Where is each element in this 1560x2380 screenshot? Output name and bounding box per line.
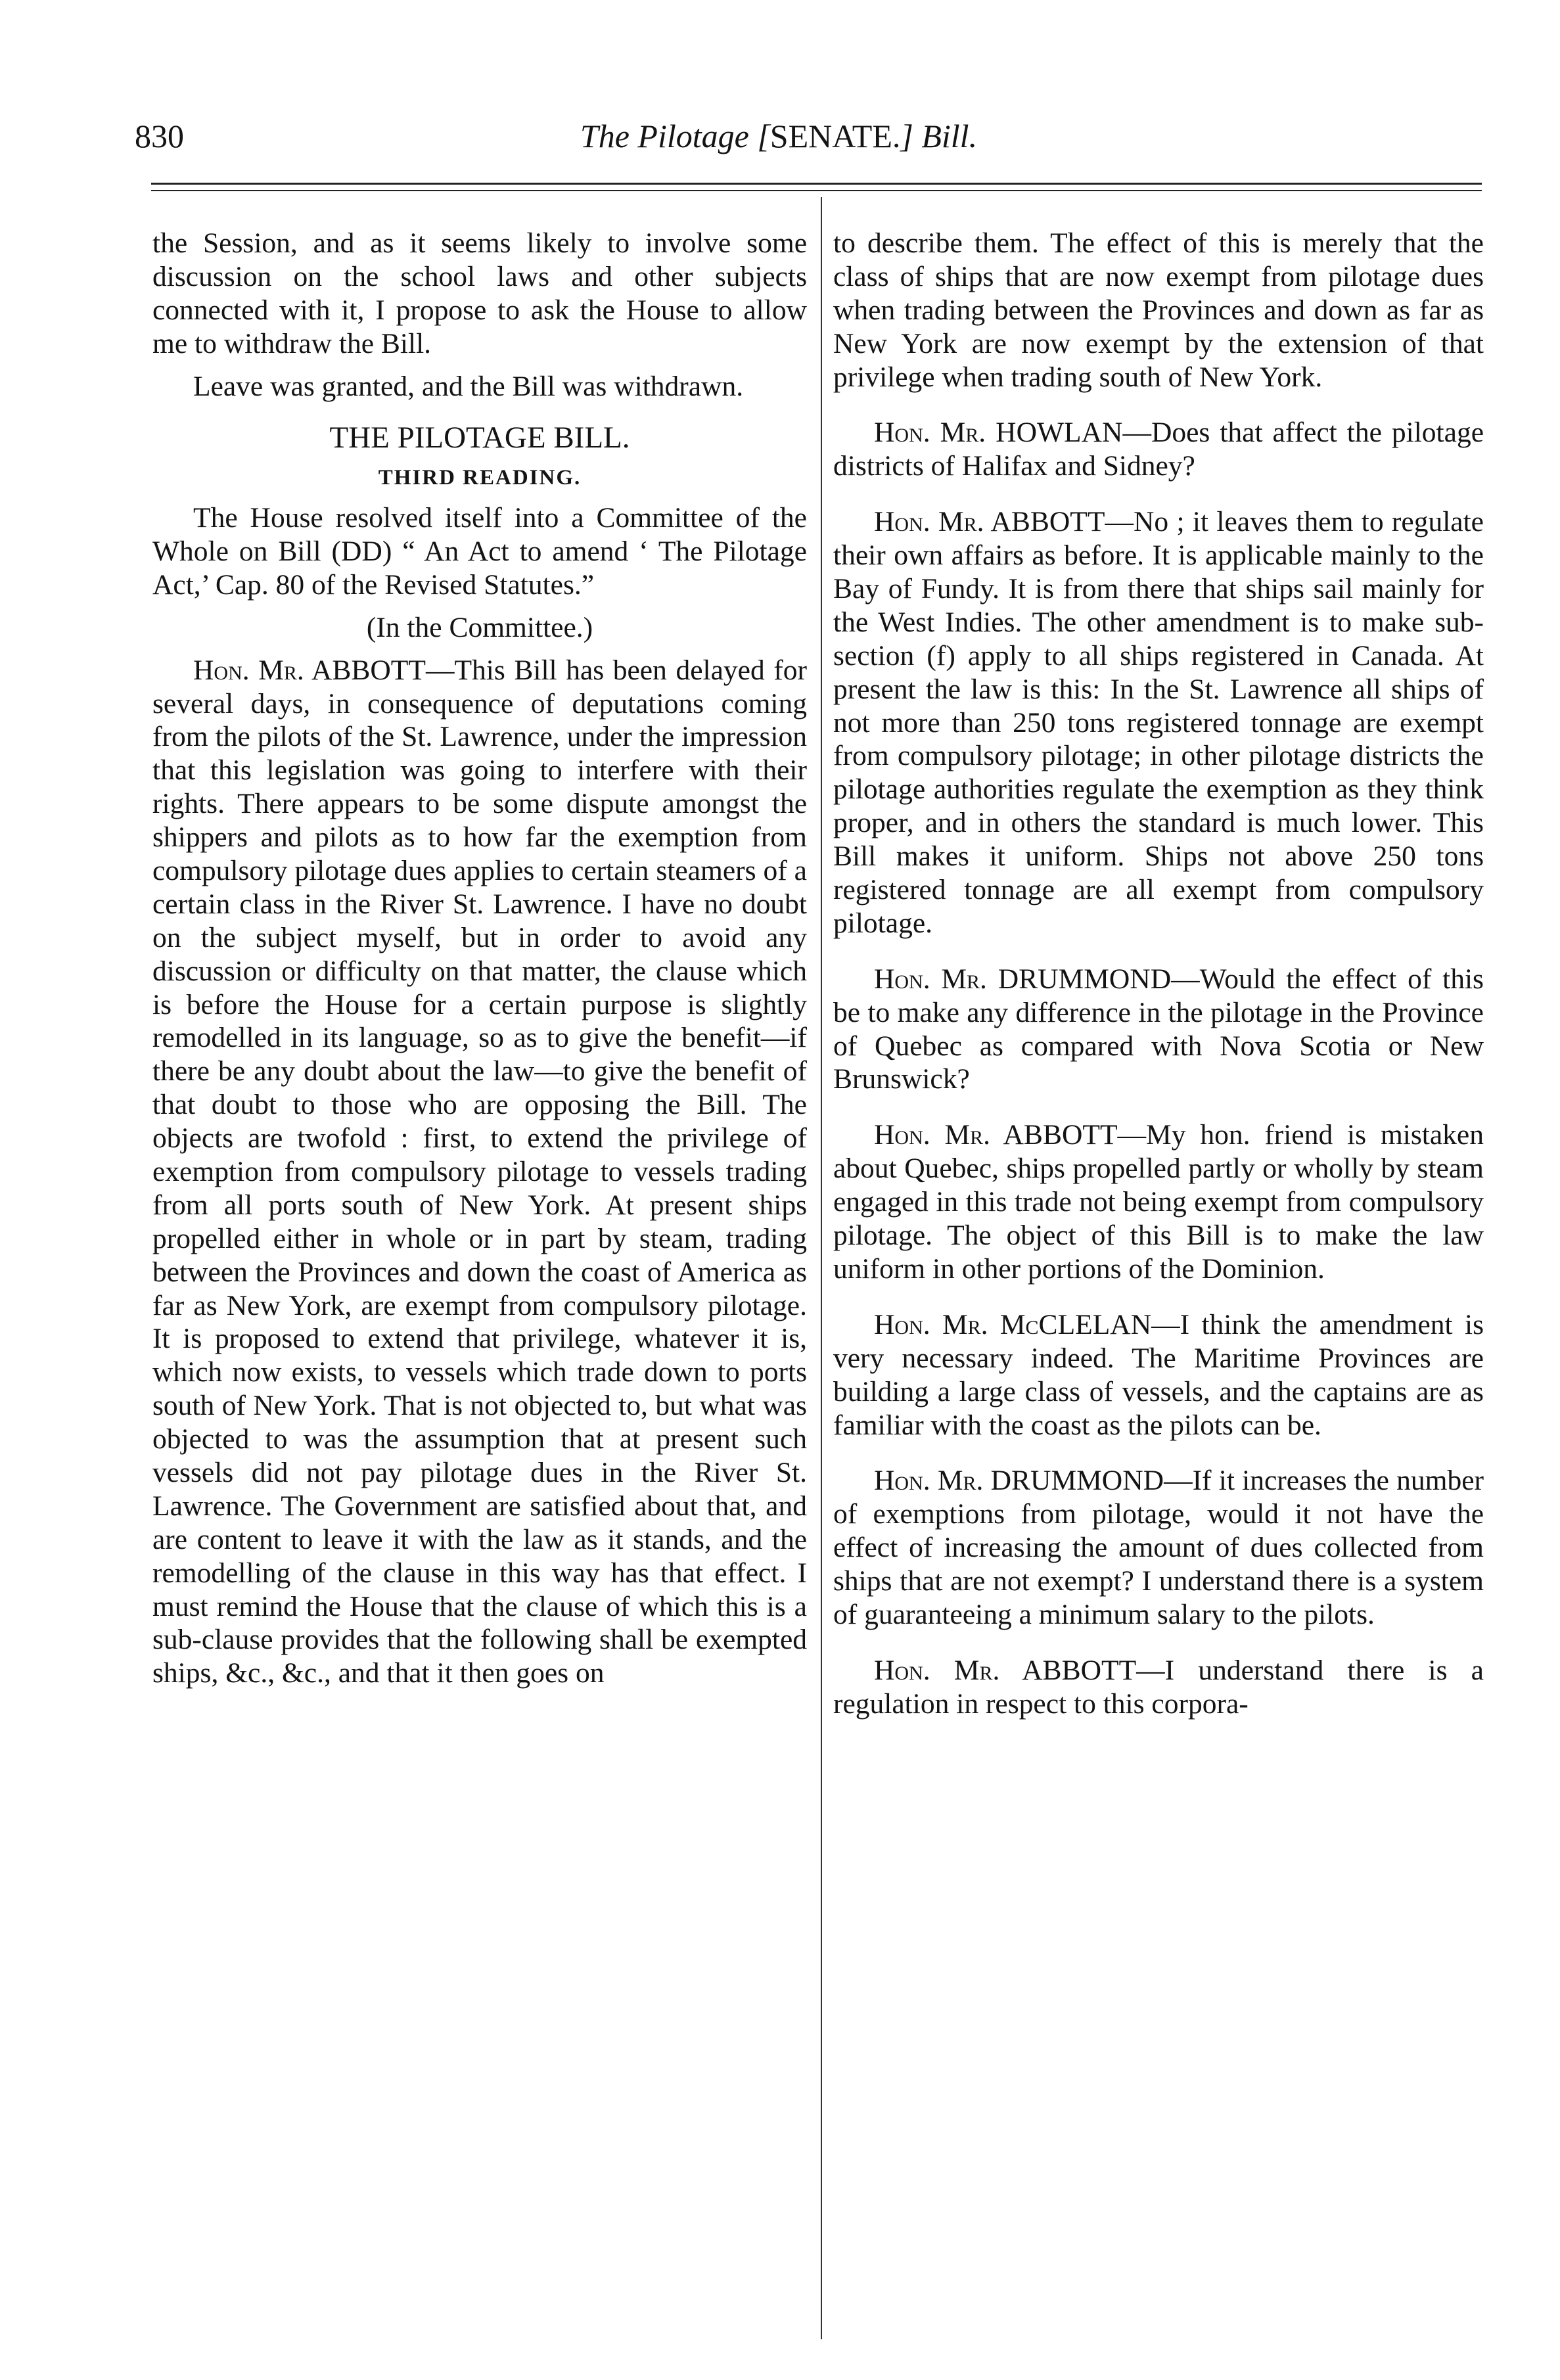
header-rule-thick <box>151 183 1482 185</box>
speaker-name: Hon. Mr. HOWLAN <box>874 417 1123 449</box>
running-title-senate: SENATE. <box>769 118 901 154</box>
speech-text: —I understand there is a regulation in respect to this corpora- <box>833 1654 1484 1720</box>
speech-text: —Does that affect the pilotage districts of Halifax and Sidney? <box>833 417 1484 482</box>
header-rule-thin <box>151 190 1482 191</box>
speaker-name: Hon. Mr. McCLELAN <box>874 1308 1152 1340</box>
speech-paragraph <box>833 416 1484 483</box>
section-subheading: THIRD READING. <box>378 466 582 490</box>
running-title-pre: The Pilotage [ <box>580 118 770 154</box>
speech-text: —I think the amendment is very necessary indeed. The Maritime Provinces are building a large class of vessels, and the captains are as familiar with the coast as the pilots can be. <box>833 1308 1484 1441</box>
column-divider <box>821 197 822 2339</box>
speech-paragraph <box>833 1308 1484 1442</box>
speech-paragraph <box>833 1654 1484 1721</box>
speaker-name: Hon. Mr. ABBOTT <box>874 506 1105 538</box>
speaker-name: Hon. Mr. DRUMMOND <box>874 1465 1164 1497</box>
section-heading: THE PILOTAGE BILL. <box>329 421 630 455</box>
page-header <box>135 112 1423 164</box>
speech-paragraph <box>833 963 1484 1097</box>
running-title-post: ] Bill. <box>900 118 978 154</box>
left-column <box>152 227 807 1699</box>
speech-paragraph <box>152 654 807 1691</box>
speaker-name: Hon. Mr. DRUMMOND <box>874 963 1172 995</box>
running-title <box>135 117 1423 155</box>
speaker-name: Hon. Mr. ABBOTT <box>874 1654 1137 1686</box>
paragraph: Leave was granted, and the Bill was withdrawn. <box>193 370 744 402</box>
speech-paragraph <box>833 505 1484 940</box>
paragraph: to describe them. The effect of this is merely that the class of ships that are now exempt from pilotage dues when trading between the Provinces and down as far as New York are now exempt by the extension of that privilege when trading south of New York. <box>833 227 1484 393</box>
speech-text: —Would the effect of this be to make any difference in the pilotage in the Province of Quebec as compared with Nova Scotia or New Brunswick? <box>833 963 1484 1095</box>
speech-text: —No ; it leaves them to regulate their own affairs as before. It is applicable mainly to the Bay of Fundy. It is from there that ships sail mainly for the West Indies. The other amendment is to make sub-section (f) apply to all ships registered in Canada. At present the law is this: In the St. Lawrence all ships of not more than 250 tons registered tonnage are exempt from compulsory pilotage; in other pilotage districts the pilotage authorities regulate the exemption as they think proper, and in others the standard is much lower. This Bill makes it uniform. Ships not above 250 tons registered tonnage are all exempt from compulsory pilotage. <box>833 506 1484 939</box>
speech-text: —If it increases the number of exemptions from pilotage, would it not have the effect of increasing the amount of dues collected from ships that are not exempt? I understand there is a system of guaranteeing a minimum salary to the pilots. <box>833 1465 1484 1630</box>
speech-text: —This Bill has been delayed for several days, in consequence of deputations coming from the pilots of the St. Lawrence, under the impression that this legislation was going to interfere with their rights. There appears to be some dispute amongst the shippers and pilots as to how far the exemption from compulsory pilotage dues applies to certain steamers of a certain class in the River St. Lawrence. I have no doubt on the subject myself, but in order to avoid any discussion or difficulty on that matter, the clause which is before the House for a certain purpose is slightly remodelled in its language, so as to give the benefit—if there be any doubt about the law—to give the benefit of that doubt to those who are opposing the Bill. The objects are twofold : first, to extend the privilege of exemption from compulsory pilotage to vessels trading from all ports south of New York. At present ships propelled either in whole or in part by steam, trading between the Provinces and down the coast of America as far as New York, are exempt from compulsory pilotage. It is proposed to extend that privilege, whatever it is, which now exists, to vessels which trade down to ports south of New York. That is not objected to, but what was objected to was the assumption that at present such vessels did not pay pilotage dues in the River St. Lawrence. The Government are satisfied about that, and are content to leave it with the law as it stands, and the remodelling of the clause in this way has that effect. I must remind the House that the clause of which this is a sub-clause provides that the following shall be exempted ships, &c., &c., and that it then goes on <box>152 654 807 1689</box>
paragraph: The House resolved itself into a Committee of the Whole on Bill (DD) “ An Act to amend ‘ The Pilotage Act,’ Cap. 80 of the Revised Statutes.” <box>152 502 807 601</box>
speaker-name: Hon. Mr. ABBOTT <box>193 654 426 686</box>
speaker-name: Hon. Mr. ABBOTT <box>874 1119 1118 1151</box>
speech-paragraph <box>833 1118 1484 1285</box>
paragraph: the Session, and as it seems likely to involve some discussion on the school laws and other subjects connected with it, I propose to ask the House to allow me to withdraw the Bill. <box>152 227 807 359</box>
speech-paragraph <box>833 1464 1484 1631</box>
right-column <box>833 227 1484 1730</box>
speech-text: —My hon. friend is mistaken about Quebec, ships propelled partly or wholly by steam engaged in this trade not being exempt from compulsory pilotage. The object of this Bill is to make the law uniform in other portions of the Dominion. <box>833 1119 1484 1285</box>
page-number: 830 <box>135 118 184 154</box>
committee-note: (In the Committee.) <box>366 611 593 643</box>
